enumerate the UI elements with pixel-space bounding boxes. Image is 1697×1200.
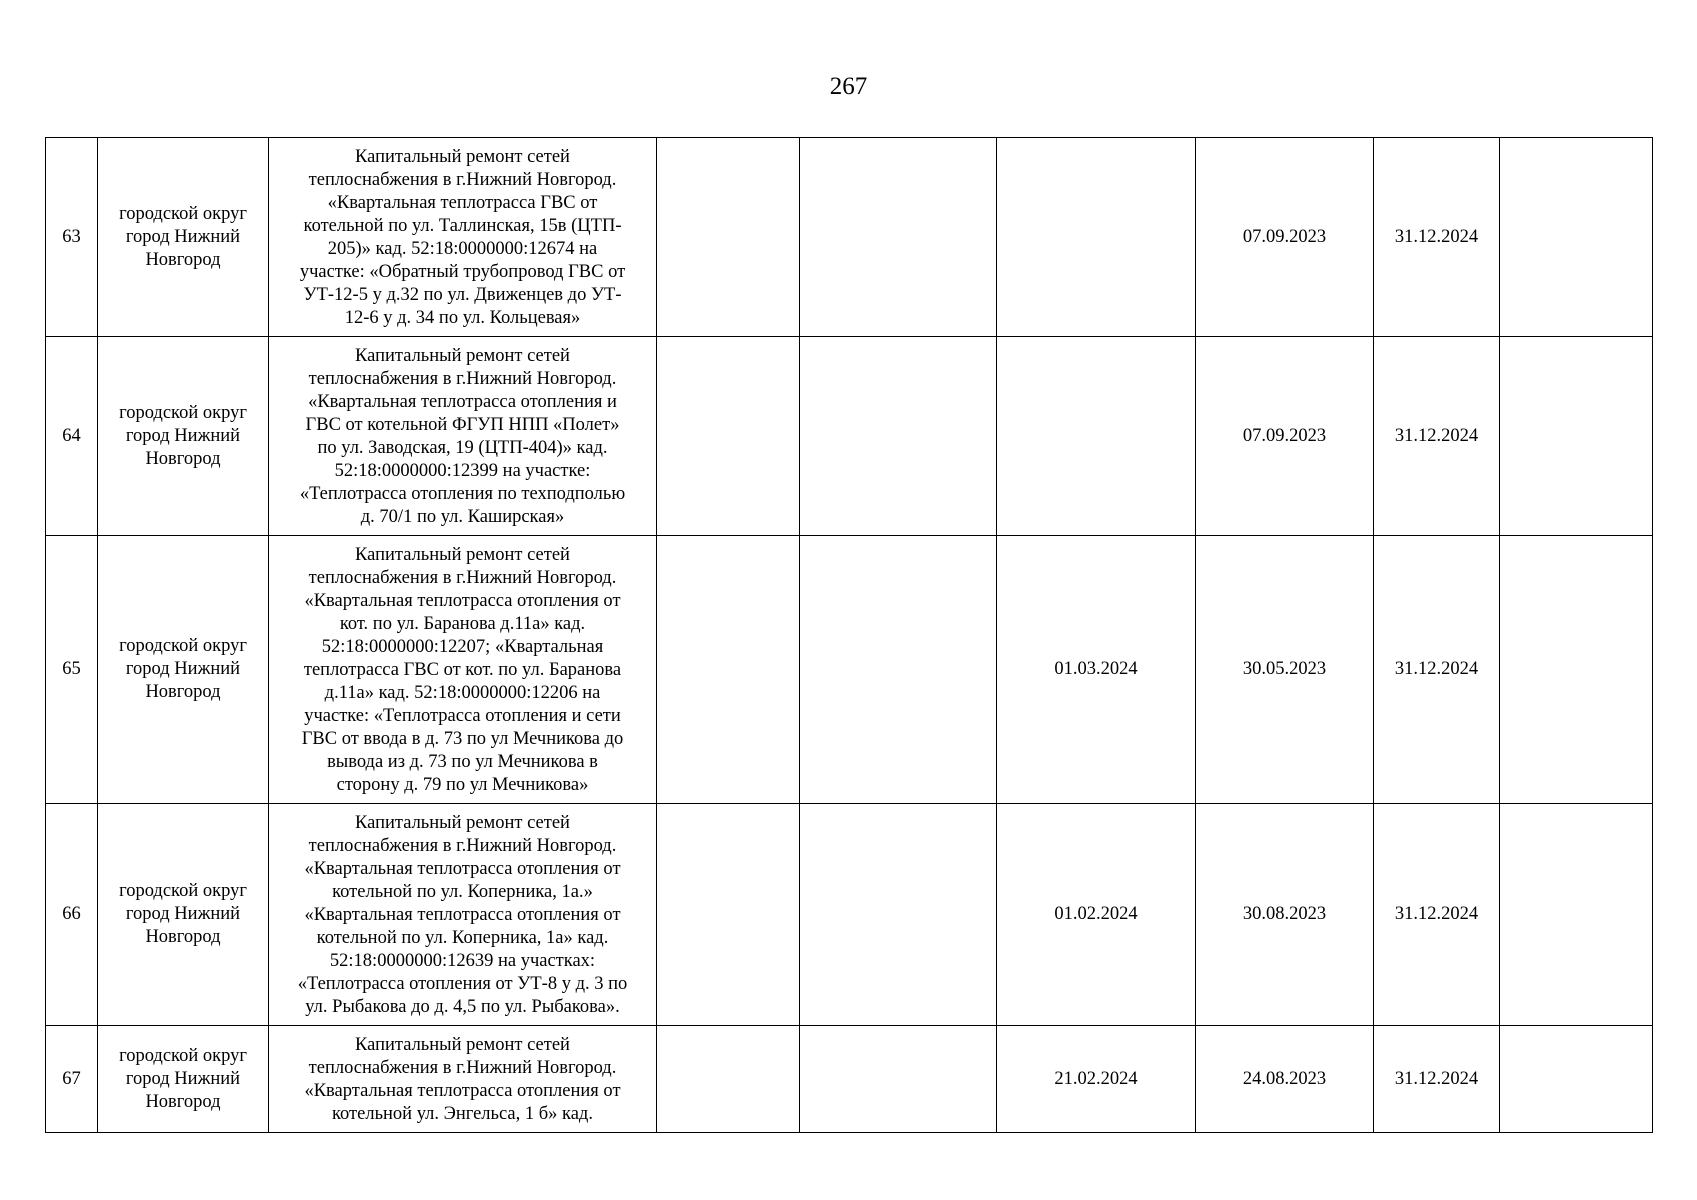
empty-cell bbox=[1500, 804, 1653, 1026]
description-line: по ул. Заводская, 19 (ЦТП-404)» кад. bbox=[317, 438, 608, 458]
description-line: «Квартальная теплотрасса отопления и bbox=[308, 392, 617, 412]
date-cell-2: 07.09.2023 bbox=[1196, 337, 1374, 536]
date-cell-3: 31.12.2024 bbox=[1374, 138, 1500, 337]
date-cell-2: 30.05.2023 bbox=[1196, 536, 1374, 804]
date-cell-1: 01.02.2024 bbox=[997, 804, 1196, 1026]
description-line: котельной по ул. Коперника, 1а» кад. bbox=[316, 928, 609, 948]
page-number: 267 bbox=[829, 73, 868, 100]
municipality-cell bbox=[98, 536, 269, 804]
description-line: ГВС от ввода в д. 73 по ул Мечникова до bbox=[301, 729, 624, 749]
description-cell bbox=[269, 536, 657, 804]
description-line: Капитальный ремонт сетей bbox=[355, 1035, 570, 1055]
table-row bbox=[46, 138, 1653, 337]
description-line: кот. по ул. Баранова д.11а» кад. bbox=[339, 614, 586, 634]
repair-schedule-table bbox=[45, 137, 1653, 1133]
description-line: Капитальный ремонт сетей bbox=[355, 813, 570, 833]
description-line: д. 70/1 по ул. Каширская» bbox=[360, 507, 565, 527]
description-line: Капитальный ремонт сетей bbox=[355, 545, 570, 565]
description-line: 52:18:0000000:12207; «Квартальная bbox=[321, 637, 604, 657]
municipality-line: городской округ bbox=[119, 881, 247, 901]
description-line: теплотрасса ГВС от кот. по ул. Баранова bbox=[303, 660, 622, 680]
date-cell-2: 07.09.2023 bbox=[1196, 138, 1374, 337]
row-number: 63 bbox=[46, 138, 98, 337]
description-line: котельной по ул. Коперника, 1а.» bbox=[332, 882, 593, 902]
description-line: вывода из д. 73 по ул Мечникова в bbox=[327, 752, 598, 772]
description-line: УТ-12-5 у д.32 по ул. Движенцев до УТ- bbox=[303, 285, 622, 305]
municipality-line: Новгород bbox=[145, 249, 221, 270]
empty-cell bbox=[657, 804, 800, 1026]
municipality-line: город Нижний bbox=[125, 659, 241, 679]
description-line: теплоснабжения в г.Нижний Новгород. bbox=[308, 369, 617, 389]
municipality-line: городской округ bbox=[119, 203, 247, 224]
row-number: 65 bbox=[46, 536, 98, 804]
date-cell-2: 30.08.2023 bbox=[1196, 804, 1374, 1026]
municipality-line: городской округ bbox=[119, 636, 247, 656]
description-line: «Квартальная теплотрасса отопления от bbox=[304, 591, 621, 611]
date-cell-1 bbox=[997, 138, 1196, 337]
table-row bbox=[46, 1026, 1653, 1133]
description-line: котельной ул. Энгельса, 1 б» кад. bbox=[332, 1104, 593, 1124]
municipality-line: Новгород bbox=[145, 448, 221, 469]
municipality-line: город Нижний bbox=[125, 425, 241, 446]
empty-cell bbox=[800, 337, 997, 536]
row-number: 67 bbox=[46, 1026, 98, 1133]
municipality-cell bbox=[98, 337, 269, 536]
empty-cell bbox=[1500, 337, 1653, 536]
description-cell bbox=[269, 337, 657, 536]
description-line: теплоснабжения в г.Нижний Новгород. bbox=[308, 170, 617, 190]
empty-cell bbox=[800, 536, 997, 804]
empty-cell bbox=[1500, 1026, 1653, 1133]
description-line: участке: «Теплотрасса отопления и сети bbox=[304, 706, 621, 726]
empty-cell bbox=[657, 138, 800, 337]
municipality-line: Новгород bbox=[145, 927, 221, 947]
row-number: 66 bbox=[46, 804, 98, 1026]
empty-cell bbox=[800, 138, 997, 337]
description-line: сторону д. 79 по ул Мечникова» bbox=[336, 775, 589, 795]
municipality-line: город Нижний bbox=[125, 904, 241, 924]
municipality-line: город Нижний bbox=[125, 226, 241, 247]
description-line: д.11а» кад. 52:18:0000000:12206 на bbox=[324, 683, 601, 703]
row-number: 64 bbox=[46, 337, 98, 536]
description-line: ул. Рыбакова до д. 4,5 по ул. Рыбакова». bbox=[305, 997, 620, 1017]
description-line: Капитальный ремонт сетей bbox=[355, 147, 570, 167]
description-line: «Квартальная теплотрасса отопления от bbox=[304, 1081, 621, 1101]
description-line: котельной по ул. Таллинская, 15в (ЦТП- bbox=[303, 216, 622, 236]
date-cell-3: 31.12.2024 bbox=[1374, 337, 1500, 536]
description-line: теплоснабжения в г.Нижний Новгород. bbox=[308, 836, 617, 856]
description-line: теплоснабжения в г.Нижний Новгород. bbox=[308, 1058, 617, 1078]
empty-cell bbox=[1500, 138, 1653, 337]
description-cell bbox=[269, 138, 657, 337]
description-line: 205)» кад. 52:18:0000000:12674 на bbox=[327, 239, 598, 259]
date-cell-3: 31.12.2024 bbox=[1374, 1026, 1500, 1133]
date-cell-1: 01.03.2024 bbox=[997, 536, 1196, 804]
municipality-line: городской округ bbox=[119, 402, 247, 423]
date-cell-3: 31.12.2024 bbox=[1374, 536, 1500, 804]
description-line: 52:18:0000000:12639 на участках: bbox=[329, 951, 596, 971]
municipality-cell bbox=[98, 138, 269, 337]
empty-cell bbox=[657, 337, 800, 536]
description-line: «Теплотрасса отопления от УТ-8 у д. 3 по bbox=[297, 974, 628, 994]
date-cell-3: 31.12.2024 bbox=[1374, 804, 1500, 1026]
date-cell-1 bbox=[997, 337, 1196, 536]
empty-cell bbox=[800, 804, 997, 1026]
description-line: «Квартальная теплотрасса ГВС от bbox=[327, 193, 598, 213]
description-line: теплоснабжения в г.Нижний Новгород. bbox=[308, 568, 617, 588]
description-cell bbox=[269, 1026, 657, 1133]
municipality-line: Новгород bbox=[145, 682, 221, 702]
municipality-cell bbox=[98, 804, 269, 1026]
table-row bbox=[46, 536, 1653, 804]
municipality-line: Новгород bbox=[145, 1091, 221, 1112]
description-line: «Квартальная теплотрасса отопления от bbox=[304, 859, 621, 879]
description-line: «Квартальная теплотрасса отопления от bbox=[304, 905, 621, 925]
empty-cell bbox=[800, 1026, 997, 1133]
description-line: 52:18:0000000:12399 на участке: bbox=[334, 461, 591, 481]
description-line: «Теплотрасса отопления по техподполью bbox=[299, 484, 626, 504]
description-line: ГВС от котельной ФГУП НПП «Полет» bbox=[305, 415, 620, 435]
empty-cell bbox=[657, 536, 800, 804]
description-cell bbox=[269, 804, 657, 1026]
description-line: участке: «Обратный трубопровод ГВС от bbox=[299, 262, 626, 282]
municipality-line: городской округ bbox=[119, 1045, 247, 1066]
empty-cell bbox=[657, 1026, 800, 1133]
table-row bbox=[46, 804, 1653, 1026]
description-line: 12-6 у д. 34 по ул. Кольцевая» bbox=[344, 308, 581, 328]
table-row bbox=[46, 337, 1653, 536]
date-cell-1: 21.02.2024 bbox=[997, 1026, 1196, 1133]
municipality-line: город Нижний bbox=[125, 1068, 241, 1089]
date-cell-2: 24.08.2023 bbox=[1196, 1026, 1374, 1133]
empty-cell bbox=[1500, 536, 1653, 804]
description-line: Капитальный ремонт сетей bbox=[355, 346, 570, 366]
municipality-cell bbox=[98, 1026, 269, 1133]
